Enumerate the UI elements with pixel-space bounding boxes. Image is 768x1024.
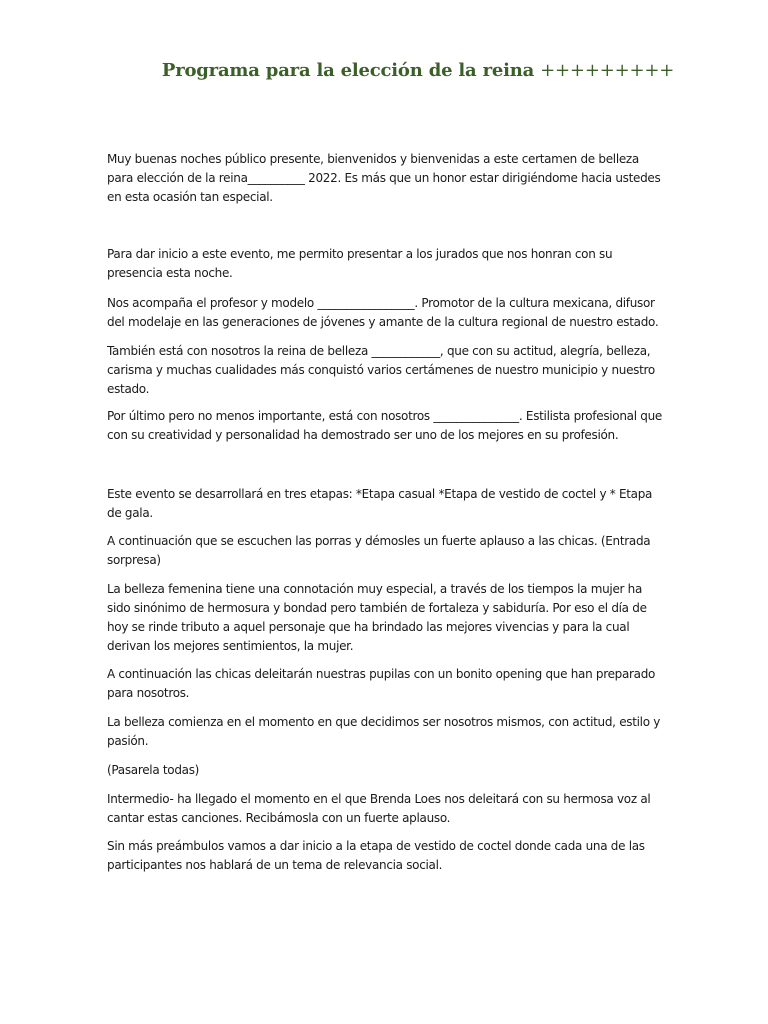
paragraph-opening (107, 665, 667, 703)
paragraph: Para dar inicio a este evento, me permito presentar a los jurados que nos honran con su presencia esta noche. (107, 247, 613, 280)
paragraph-intro-jury (107, 245, 667, 283)
document-title-suffix: +++++++++ (540, 60, 675, 81)
paragraph-beauty (107, 580, 667, 656)
paragraph: Por último pero no menos importante, está con nosotros _______________. Estilista profesional que con su creatividad y personalidad ha demostrado ser uno de los mejores en su profesión. (107, 409, 662, 442)
paragraph: Nos acompaña el profesor y modelo _________________. Promotor de la cultura mexicana, difusor del modelaje en las generaciones de jóvenes y amante de la cultura regional de nuestro estado. (107, 296, 659, 329)
paragraph-welcome (107, 150, 667, 207)
paragraph-entrance (107, 532, 667, 570)
paragraph-intermission (107, 790, 667, 828)
paragraph: La belleza femenina tiene una connotación muy especial, a través de los tiempos la mujer ha sido sinónimo de hermosura y bondad pero también de fortaleza y sabiduría. Por eso el día de hoy se rinde tributo a aquel personaje que ha brindado las mejores vivencias y para la cual derivan los mejores sentimientos, la mujer. (107, 582, 647, 653)
paragraph-jury-2 (107, 342, 667, 399)
paragraph: Sin más preámbulos vamos a dar inicio a la etapa de vestido de coctel donde cada una de las participantes nos hablará de un tema de relevancia social. (107, 839, 645, 872)
paragraph: A continuación las chicas deleitarán nuestras pupilas con un bonito opening que han preparado para nosotros. (107, 667, 656, 700)
paragraph-jury-1 (107, 294, 667, 332)
document-title-text: Programa para la elección de la reina (161, 60, 535, 81)
paragraph-cocktail (107, 837, 667, 875)
paragraph-attitude (107, 713, 667, 751)
paragraph: Este evento se desarrollará en tres etapas: *Etapa casual *Etapa de vestido de coctel y * Etapa de gala. (107, 487, 653, 520)
document-title (0, 60, 768, 81)
paragraph-runway (107, 761, 667, 780)
paragraph: La belleza comienza en el momento en que decidimos ser nosotros mismos, con actitud, estilo y pasión. (107, 715, 661, 748)
paragraph: Muy buenas noches público presente, bienvenidos y bienvenidas a este certamen de belleza para elección de la reina__________ 2022. Es más que un honor estar dirigiéndome hacia ustedes en esta ocasión tan especial. (107, 152, 661, 204)
paragraph: Intermedio- ha llegado el momento en el que Brenda Loes nos deleitará con su hermosa voz al cantar estas canciones. Recibámosla con un fuerte aplauso. (107, 792, 651, 825)
paragraph: También está con nosotros la reina de belleza ____________, que con su actitud, alegría, belleza, carisma y muchas cualidades más conquistó varios certámenes de nuestro municipio y nuestro estado. (107, 344, 655, 396)
paragraph-stages (107, 485, 667, 523)
paragraph-jury-3 (107, 407, 667, 445)
paragraph: (Pasarela todas) (107, 763, 200, 777)
paragraph: A continuación que se escuchen las porras y démosles un fuerte aplauso a las chicas. (Entrada sorpresa) (107, 534, 651, 567)
